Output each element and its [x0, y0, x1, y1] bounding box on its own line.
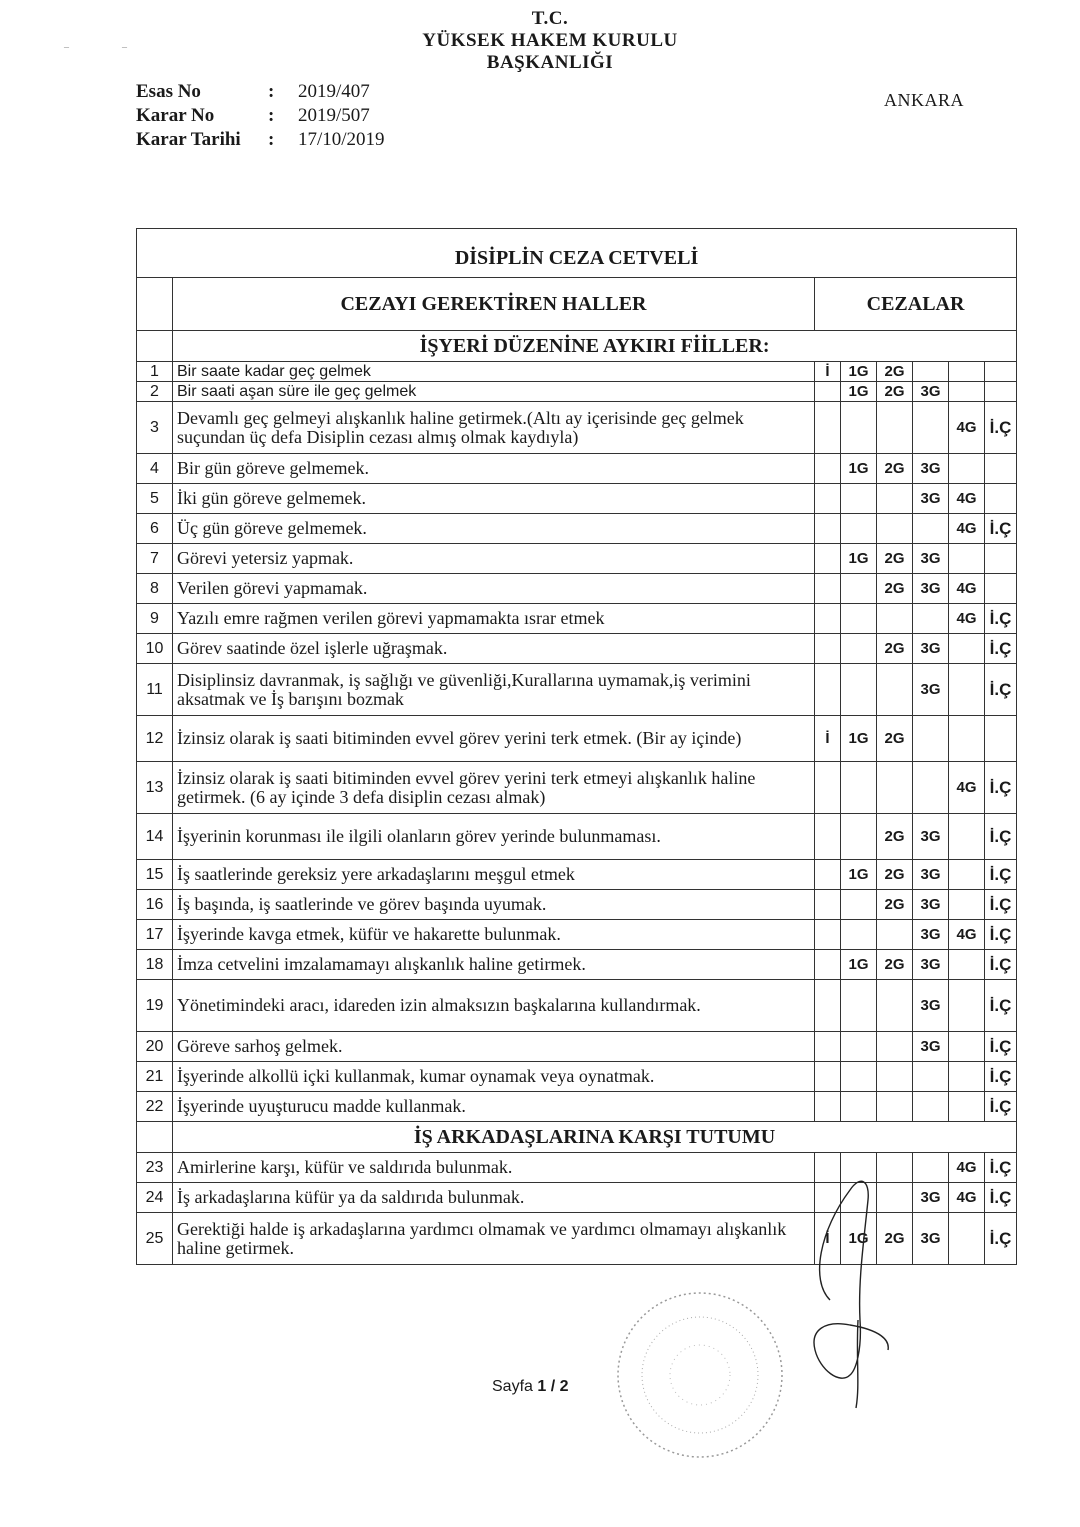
penalty-cell: 2G [877, 574, 913, 604]
row-number: 6 [137, 514, 173, 544]
row-description: Amirlerine karşı, küfür ve saldırıda bulunmak. [173, 1153, 815, 1183]
table-title: DİSİPLİN CEZA CETVELİ [137, 229, 1017, 278]
penalty-cell [877, 484, 913, 514]
penalty-cell [949, 634, 985, 664]
penalty-cell: 3G [913, 950, 949, 980]
penalty-cell: 3G [913, 860, 949, 890]
penalty-cell [815, 634, 841, 664]
section-heading-workplace: İŞYERİ DÜZENİNE AYKIRI FİİLLER: [173, 331, 1017, 362]
handwritten-signature [790, 1170, 910, 1410]
penalty-cell [841, 1032, 877, 1062]
penalty-cell [949, 664, 985, 716]
row-number: 3 [137, 402, 173, 454]
penalty-cell [815, 950, 841, 980]
table-row [137, 402, 1017, 454]
row-number: 14 [137, 814, 173, 860]
table-row [137, 950, 1017, 980]
row-description: İşyerinde uyuşturucu madde kullanmak. [173, 1092, 815, 1122]
table-header-row [137, 278, 1017, 331]
penalty-cell [815, 762, 841, 814]
row-number: 7 [137, 544, 173, 574]
table-row [137, 484, 1017, 514]
penalty-cell [877, 980, 913, 1032]
row-number: 18 [137, 950, 173, 980]
penalty-cell: İ.Ç [985, 1153, 1017, 1183]
penalty-cell [913, 604, 949, 634]
penalty-cell: 2G [877, 634, 913, 664]
case-metadata [136, 80, 385, 152]
row-description: Yazılı emre rağmen verilen görevi yapmamakta ısrar etmek [173, 604, 815, 634]
penalty-cell [815, 1032, 841, 1062]
penalty-cell [949, 950, 985, 980]
penalty-cell: 3G [913, 574, 949, 604]
penalty-cell: İ.Ç [985, 762, 1017, 814]
penalty-cell: 4G [949, 402, 985, 454]
penalty-cell [841, 574, 877, 604]
penalty-cell: İ.Ç [985, 604, 1017, 634]
meta-key: Karar No [136, 105, 215, 126]
penalty-cell [949, 1213, 985, 1265]
row-number: 20 [137, 1032, 173, 1062]
row-number: 21 [137, 1062, 173, 1092]
penalty-cell [913, 1062, 949, 1092]
penalty-cell: 4G [949, 762, 985, 814]
row-description: Görev saatinde özel işlerle uğraşmak. [173, 634, 815, 664]
table-row [137, 716, 1017, 762]
penalty-cell [877, 664, 913, 716]
penalty-cell: 2G [877, 382, 913, 402]
penalty-cell: 4G [949, 920, 985, 950]
penalty-cell [949, 980, 985, 1032]
penalty-cell [815, 1062, 841, 1092]
penalty-cell [949, 716, 985, 762]
penalty-cell [815, 980, 841, 1032]
institution-heading [380, 8, 720, 74]
section-heading-colleagues-row [137, 1122, 1017, 1153]
penalty-cell: İ.Ç [985, 860, 1017, 890]
penalty-cell [949, 814, 985, 860]
penalty-cell [985, 544, 1017, 574]
penalty-cell: 4G [949, 484, 985, 514]
penalty-cell [877, 920, 913, 950]
row-description: Gerektiği halde iş arkadaşlarına yardımcı olmamak ve yardımcı olmamayı alışkanlık haline getirmek. [173, 1213, 815, 1265]
row-number: 23 [137, 1153, 173, 1183]
table-row [137, 920, 1017, 950]
page-footer [492, 1378, 569, 1396]
table-row [137, 574, 1017, 604]
row-number: 15 [137, 860, 173, 890]
penalty-cell: 3G [913, 920, 949, 950]
table-row [137, 860, 1017, 890]
row-description: Bir gün göreve gelmemek. [173, 454, 815, 484]
penalty-cell [949, 362, 985, 382]
table-row [137, 890, 1017, 920]
row-number: 19 [137, 980, 173, 1032]
penalty-cell [913, 402, 949, 454]
row-description: İki gün göreve gelmemek. [173, 484, 815, 514]
city-label: ANKARA [884, 90, 965, 110]
penalty-cell: 2G [877, 1213, 913, 1265]
penalty-cell: 4G [949, 514, 985, 544]
table-title-row [137, 229, 1017, 278]
penalty-cell: 4G [949, 604, 985, 634]
penalty-cell: İ.Ç [985, 920, 1017, 950]
penalty-cell: 3G [913, 454, 949, 484]
penalty-cell [949, 544, 985, 574]
penalty-cell: 2G [877, 860, 913, 890]
penalty-cell [815, 920, 841, 950]
row-number: 2 [137, 382, 173, 402]
penalty-cell [815, 860, 841, 890]
penalty-cell: 2G [877, 716, 913, 762]
row-description: Verilen görevi yapmamak. [173, 574, 815, 604]
penalty-cell [815, 664, 841, 716]
penalty-cell: İ.Ç [985, 1092, 1017, 1122]
penalty-cell: 3G [913, 634, 949, 664]
scan-mark: – [122, 42, 127, 53]
row-number: 12 [137, 716, 173, 762]
penalty-cell: İ [815, 362, 841, 382]
row-number: 13 [137, 762, 173, 814]
penalty-cell [985, 454, 1017, 484]
table-row [137, 382, 1017, 402]
row-description: Disiplinsiz davranmak, iş sağlığı ve güvenliği,Kurallarına uymamak,iş verimini aksatmak ve İş barışını bozmak [173, 664, 815, 716]
penalty-table-body [137, 229, 1017, 1265]
row-number: 5 [137, 484, 173, 514]
penalty-cell: İ.Ç [985, 402, 1017, 454]
penalty-cell [877, 1092, 913, 1122]
page-number: 1 / 2 [537, 1378, 569, 1395]
institution-line-3: BAŞKANLIĞI [486, 52, 614, 73]
penalty-cell [877, 402, 913, 454]
penalty-cell [841, 634, 877, 664]
section-heading-colleagues: İŞ ARKADAŞLARINA KARŞI TUTUMU [173, 1122, 1017, 1153]
penalty-cell: 1G [841, 544, 877, 574]
row-number: 10 [137, 634, 173, 664]
table-row [137, 762, 1017, 814]
penalty-cell [949, 382, 985, 402]
row-description: Üç gün göreve gelmemek. [173, 514, 815, 544]
row-description: Yönetimindeki aracı, idareden izin almaksızın başkalarına kullandırmak. [173, 980, 815, 1032]
penalty-cell: 1G [841, 362, 877, 382]
penalty-cell: 3G [913, 484, 949, 514]
penalty-cell [841, 402, 877, 454]
table-row [137, 514, 1017, 544]
penalty-cell [841, 762, 877, 814]
row-number: 9 [137, 604, 173, 634]
penalty-cell [913, 762, 949, 814]
penalty-table [136, 228, 1017, 1265]
section-blank [137, 1122, 173, 1153]
penalty-cell: 3G [913, 544, 949, 574]
penalty-cell [841, 890, 877, 920]
penalty-cell: İ.Ç [985, 1213, 1017, 1265]
row-description: Göreve sarhoş gelmek. [173, 1032, 815, 1062]
penalty-cell: İ [815, 716, 841, 762]
penalty-cell: 4G [949, 1183, 985, 1213]
row-number: 8 [137, 574, 173, 604]
row-description: Devamlı geç gelmeyi alışkanlık haline getirmek.(Altı ay içerisinde geç gelmek suçundan üç defa Disiplin cezası almış olmak kaydıyla) [173, 402, 815, 454]
stamp-center [670, 1345, 730, 1405]
row-description: İzinsiz olarak iş saati bitiminden evvel görev yerini terk etmeyi alışkanlık haline getirmek. (6 ay içinde 3 defa disiplin cezası almak) [173, 762, 815, 814]
institution-line-2: YÜKSEK HAKEM KURULU [422, 30, 678, 51]
row-description: İzinsiz olarak iş saati bitiminden evvel görev yerini terk etmek. (Bir ay içinde) [173, 716, 815, 762]
penalty-cell [985, 484, 1017, 514]
row-number: 16 [137, 890, 173, 920]
penalty-cell: 1G [841, 716, 877, 762]
penalty-cell: 3G [913, 1183, 949, 1213]
scan-mark: – [64, 42, 69, 53]
penalty-cell [985, 362, 1017, 382]
penalty-cell [877, 1062, 913, 1092]
row-description: İşyerinin korunması ile ilgili olanların görev yerinde bulunmaması. [173, 814, 815, 860]
penalty-cell [949, 890, 985, 920]
row-description: İşyerinde alkollü içki kullanmak, kumar oynamak veya oynatmak. [173, 1062, 815, 1092]
penalty-cell [949, 1032, 985, 1062]
table-row [137, 1092, 1017, 1122]
penalty-cell [841, 604, 877, 634]
table-row [137, 604, 1017, 634]
institution-line-1: T.C. [531, 8, 569, 29]
penalty-cell: 2G [877, 890, 913, 920]
penalty-cell [877, 514, 913, 544]
table-row [137, 454, 1017, 484]
penalty-cell [877, 604, 913, 634]
penalty-cell: 3G [913, 1032, 949, 1062]
meta-karar [136, 104, 385, 128]
table-row [137, 664, 1017, 716]
row-number: 17 [137, 920, 173, 950]
table-row [137, 814, 1017, 860]
meta-value: 2019/507 [298, 105, 370, 126]
penalty-cell [949, 860, 985, 890]
meta-value: 17/10/2019 [298, 129, 385, 150]
penalty-cell [985, 716, 1017, 762]
penalty-cell [949, 454, 985, 484]
meta-esas [136, 80, 385, 104]
penalty-cell [949, 1092, 985, 1122]
header-blank [137, 278, 173, 331]
signature-stroke [814, 1181, 888, 1408]
penalty-cell: 3G [913, 980, 949, 1032]
row-number: 25 [137, 1213, 173, 1265]
penalty-cell: 3G [913, 1213, 949, 1265]
penalty-cell [841, 1062, 877, 1092]
penalty-cell: 2G [877, 454, 913, 484]
table-row [137, 362, 1017, 382]
penalty-cell [877, 762, 913, 814]
row-number: 24 [137, 1183, 173, 1213]
meta-key: Karar Tarihi [136, 129, 241, 150]
penalty-cell: İ.Ç [985, 980, 1017, 1032]
penalty-cell: İ.Ç [985, 634, 1017, 664]
penalty-cell: İ.Ç [985, 890, 1017, 920]
penalty-cell [815, 814, 841, 860]
penalty-cell [815, 544, 841, 574]
penalty-cell [877, 1032, 913, 1062]
penalty-cell: İ.Ç [985, 664, 1017, 716]
penalty-cell: İ.Ç [985, 814, 1017, 860]
penalty-cell [913, 1153, 949, 1183]
row-number: 11 [137, 664, 173, 716]
penalty-cell [815, 454, 841, 484]
penalty-cell: 1G [841, 454, 877, 484]
penalty-cell: İ.Ç [985, 1183, 1017, 1213]
penalty-cell: İ.Ç [985, 950, 1017, 980]
penalty-cell: 3G [913, 382, 949, 402]
penalty-cell: 2G [877, 544, 913, 574]
stamp-inner-ring [642, 1317, 758, 1433]
row-description: İş arkadaşlarına küfür ya da saldırıda bulunmak. [173, 1183, 815, 1213]
penalty-cell: 1G [841, 950, 877, 980]
row-number: 22 [137, 1092, 173, 1122]
penalty-cell [841, 664, 877, 716]
official-stamp [600, 1285, 800, 1465]
row-description: Bir saate kadar geç gelmek [173, 362, 815, 382]
penalty-cell [815, 402, 841, 454]
meta-sep: : [268, 105, 275, 126]
penalty-cell [815, 1092, 841, 1122]
penalty-cell: İ.Ç [985, 1032, 1017, 1062]
table-row [137, 980, 1017, 1032]
penalty-cell [913, 362, 949, 382]
penalty-cell: İ [815, 1213, 841, 1265]
meta-key: Esas No [136, 81, 201, 102]
penalty-cell [841, 1092, 877, 1122]
penalty-cell: 1G [841, 1213, 877, 1265]
penalty-cell [913, 514, 949, 544]
header-penalties: CEZALAR [815, 278, 1017, 331]
row-description: İş başında, iş saatlerinde ve görev başında uyumak. [173, 890, 815, 920]
section-heading-workplace-row [137, 331, 1017, 362]
penalty-cell [913, 1092, 949, 1122]
penalty-cell [985, 382, 1017, 402]
penalty-cell [841, 814, 877, 860]
penalty-cell [985, 574, 1017, 604]
penalty-cell [949, 1062, 985, 1092]
row-description: Görevi yetersiz yapmak. [173, 544, 815, 574]
row-description: İş saatlerinde gereksiz yere arkadaşlarını meşgul etmek [173, 860, 815, 890]
meta-sep: : [268, 129, 275, 150]
penalty-cell: İ.Ç [985, 514, 1017, 544]
penalty-cell [913, 716, 949, 762]
table-row [137, 634, 1017, 664]
penalty-cell [815, 484, 841, 514]
penalty-cell: 3G [913, 814, 949, 860]
table-row [137, 1062, 1017, 1092]
row-description: İşyerinde kavga etmek, küfür ve hakarette bulunmak. [173, 920, 815, 950]
penalty-cell: İ.Ç [985, 1062, 1017, 1092]
penalty-cell: 3G [913, 664, 949, 716]
penalty-cell: 2G [877, 950, 913, 980]
row-description: İmza cetvelini imzalamamayı alışkanlık haline getirmek. [173, 950, 815, 980]
penalty-cell [815, 574, 841, 604]
penalty-cell: 2G [877, 814, 913, 860]
penalty-cell: 4G [949, 574, 985, 604]
page-prefix: Sayfa [492, 1378, 533, 1395]
table-row [137, 1032, 1017, 1062]
penalty-cell [815, 382, 841, 402]
row-number: 4 [137, 454, 173, 484]
header-cases: CEZAYI GEREKTİREN HALLER [173, 278, 815, 331]
stamp-outer-ring [618, 1293, 782, 1457]
penalty-cell [841, 484, 877, 514]
section-blank [137, 331, 173, 362]
penalty-cell: 3G [913, 890, 949, 920]
row-number: 1 [137, 362, 173, 382]
penalty-cell: 4G [949, 1153, 985, 1183]
penalty-cell: 1G [841, 382, 877, 402]
penalty-cell [841, 980, 877, 1032]
penalty-cell [841, 514, 877, 544]
meta-sep: : [268, 81, 275, 102]
penalty-cell: 1G [841, 860, 877, 890]
meta-tarih [136, 128, 385, 152]
penalty-cell [815, 514, 841, 544]
penalty-cell [815, 604, 841, 634]
meta-value: 2019/407 [298, 81, 370, 102]
row-description: Bir saati aşan süre ile geç gelmek [173, 382, 815, 402]
table-row [137, 544, 1017, 574]
penalty-cell [815, 890, 841, 920]
penalty-cell: 2G [877, 362, 913, 382]
penalty-cell [841, 920, 877, 950]
